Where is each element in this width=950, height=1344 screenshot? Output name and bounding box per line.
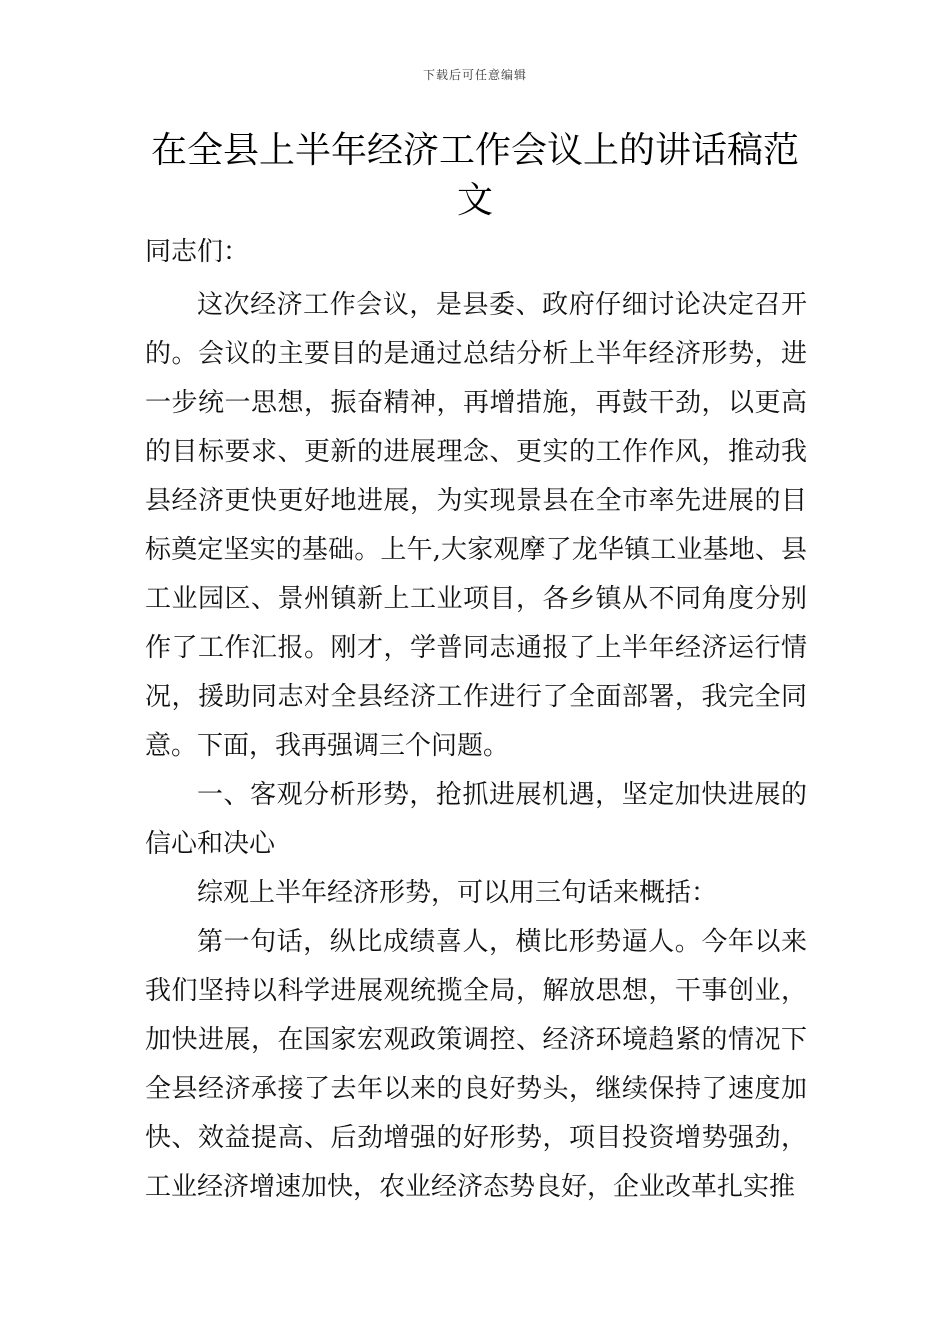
document-body [145, 228, 807, 1212]
paragraph-overview: 综观上半年经济形势，可以用三句话来概括： [197, 878, 718, 908]
header-note: 下载后可任意编辑 [422, 68, 527, 82]
salutation: 同志们： [145, 237, 250, 267]
paragraph-first-point: 第一句话，纵比成绩喜人，横比形势逼人。今年以来我们坚持以科学进展观统揽全局，解放思想，干事创业，加快进展，在国家宏观政策调控、经济环境趋紧的情况下全县经济承接了去年以来的良好势头，继续保持了速度加快、效益提高、后劲增强的好形势，项目投资增势强劲，工业经济增速加快，农业经济态势良好，企业改革扎实推 [145, 927, 807, 1202]
document-title: 在全县上半年经济工作会议上的讲话稿范文 [150, 130, 799, 221]
section-heading-1: 一、客观分析形势，抢抓进展机遇，坚定加快进展的信心和决心 [145, 780, 807, 859]
paragraph-intro: 这次经济工作会议，是县委、政府仔细讨论决定召开的。会议的主要目的是通过总结分析上半年经济形势，进一步统一思想，振奋精神，再增措施，再鼓干劲，以更高的目标要求、更新的进展理念、更实的工作作风，推动我县经济更快更好地进展，为实现景县在全市率先进展的目标奠定坚实的基础。上午,大家观摩了龙华镇工业基地、县工业园区、景州镇新上工业项目，各乡镇从不同角度分别作了工作汇报。刚才，学普同志通报了上半年经济运行情况，援助同志对全县经济工作进行了全面部署，我完全同意。下面，我再强调三个问题。 [145, 290, 807, 761]
